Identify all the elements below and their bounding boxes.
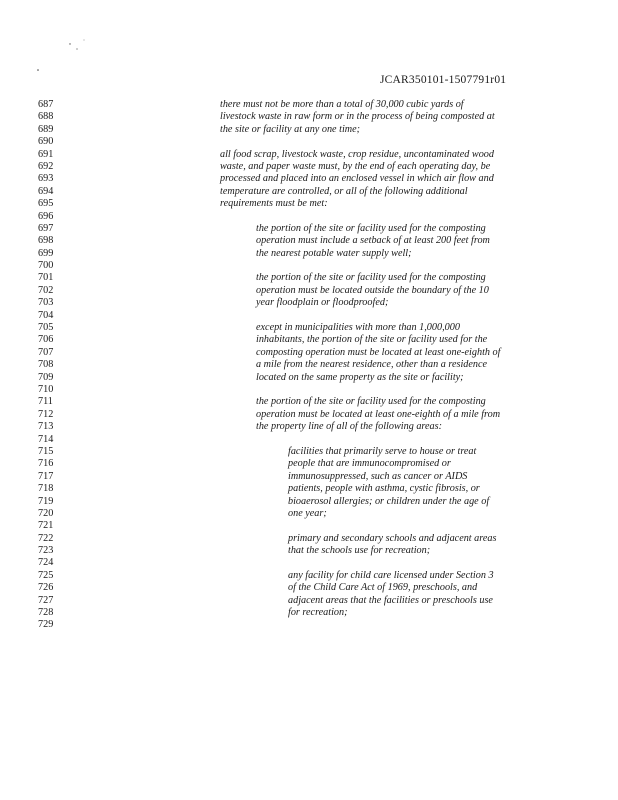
line-number: 689 <box>38 123 54 135</box>
line-text: the portion of the site or facility used for the composting <box>256 222 486 234</box>
line-text: operation must be located at least one-eighth of a mile from <box>256 408 501 420</box>
line-number: 708 <box>38 359 54 371</box>
line-text: there must not be more than a total of 30,000 cubic yards of <box>220 99 464 110</box>
line-number: 728 <box>38 607 54 619</box>
line-text: the nearest potable water supply well; <box>256 247 412 259</box>
numbered-text-lines <box>0 99 618 632</box>
line-text: that the schools use for recreation; <box>288 545 431 557</box>
document-line <box>0 173 618 185</box>
line-text: immunosuppressed, such as cancer or AIDS <box>288 470 468 482</box>
document-line <box>0 111 618 123</box>
document-line <box>0 272 618 284</box>
line-number: 716 <box>38 458 54 470</box>
document-line <box>0 396 618 408</box>
document-line <box>0 595 618 607</box>
document-line <box>0 124 618 136</box>
document-line <box>0 359 618 371</box>
document-line <box>0 285 618 297</box>
scan-specks <box>30 36 90 76</box>
line-text: requirements must be met: <box>220 198 328 210</box>
document-line <box>0 607 618 619</box>
line-number: 710 <box>38 383 54 395</box>
line-text: temperature are controlled, or all of the following additional <box>220 185 468 197</box>
document-line <box>0 235 618 247</box>
line-number: 724 <box>38 557 54 569</box>
line-number: 720 <box>38 507 54 519</box>
line-text: inhabitants, the portion of the site or facility used for the <box>256 334 488 346</box>
line-number: 697 <box>38 222 54 234</box>
line-number: 704 <box>38 309 54 321</box>
document-line <box>0 545 618 557</box>
document-line <box>0 446 618 458</box>
line-number: 692 <box>38 160 54 172</box>
document-line <box>0 471 618 483</box>
line-text: for recreation; <box>288 607 348 619</box>
line-text: livestock waste in raw form or in the process of being composted at <box>220 111 495 123</box>
line-text: of the Child Care Act of 1969, preschools, and <box>288 582 478 594</box>
line-text: operation must be located outside the boundary of the 10 <box>256 284 489 296</box>
line-number: 691 <box>38 148 54 160</box>
line-text: people that are immunocompromised or <box>288 458 451 470</box>
line-number: 717 <box>38 470 54 482</box>
document-line <box>0 223 618 235</box>
line-text: all food scrap, livestock waste, crop residue, uncontaminated wood <box>220 148 494 160</box>
line-text: bioaerosol allergies; or children under the age of <box>288 495 490 507</box>
document-line <box>0 149 618 161</box>
document-line <box>0 248 618 260</box>
line-number: 695 <box>38 198 54 210</box>
document-line <box>0 161 618 173</box>
document-line <box>0 570 618 582</box>
line-number: 719 <box>38 495 54 507</box>
line-number: 706 <box>38 334 54 346</box>
line-number: 690 <box>38 136 54 148</box>
line-number: 705 <box>38 322 54 334</box>
line-number: 703 <box>38 297 54 309</box>
line-number: 726 <box>38 582 54 594</box>
line-text: the portion of the site or facility used for the composting <box>256 396 486 408</box>
document-line <box>0 409 618 421</box>
line-number: 702 <box>38 284 54 296</box>
document-line <box>0 372 618 384</box>
document-line <box>0 260 618 272</box>
line-number: 701 <box>38 272 54 284</box>
line-text: a mile from the nearest residence, other than a residence <box>256 359 488 371</box>
document-line <box>0 99 618 111</box>
line-text: except in municipalities with more than 1,000,000 <box>256 322 460 334</box>
document-line <box>0 496 618 508</box>
document-line <box>0 198 618 210</box>
line-number: 693 <box>38 173 54 185</box>
line-number: 713 <box>38 421 54 433</box>
line-number: 688 <box>38 111 54 123</box>
line-text: the property line of all of the following areas: <box>256 421 442 433</box>
document-line <box>0 421 618 433</box>
line-number: 696 <box>38 210 54 222</box>
line-text: one year; <box>288 507 327 519</box>
line-number: 714 <box>38 433 54 445</box>
document-line <box>0 186 618 198</box>
document-line <box>0 136 618 148</box>
document-line <box>0 533 618 545</box>
document-line <box>0 211 618 223</box>
document-line <box>0 297 618 309</box>
line-number: 727 <box>38 594 54 606</box>
document-line <box>0 322 618 334</box>
document-line <box>0 619 618 631</box>
line-number: 711 <box>38 396 53 408</box>
line-text: facilities that primarily serve to house or treat <box>288 445 477 457</box>
document-line <box>0 508 618 520</box>
line-number: 715 <box>38 445 54 457</box>
line-number: 712 <box>38 408 54 420</box>
document-line <box>0 434 618 446</box>
line-number: 721 <box>38 520 54 532</box>
line-number: 722 <box>38 532 54 544</box>
line-number: 709 <box>38 371 54 383</box>
line-number: 687 <box>38 99 54 110</box>
line-text: primary and secondary schools and adjacent areas <box>288 532 497 544</box>
document-line <box>0 310 618 322</box>
line-text: adjacent areas that the facilities or preschools use <box>288 594 493 606</box>
line-number: 700 <box>38 260 54 272</box>
line-text: any facility for child care licensed under Section 3 <box>288 569 494 581</box>
line-number: 694 <box>38 185 54 197</box>
document-line <box>0 557 618 569</box>
document-line <box>0 520 618 532</box>
line-text: waste, and paper waste must, by the end of each operating day, be <box>220 160 491 172</box>
line-number: 725 <box>38 569 54 581</box>
document-id-header: JCAR350101-1507791r01 <box>380 74 507 86</box>
document-line <box>0 334 618 346</box>
line-number: 729 <box>38 619 54 631</box>
document-line <box>0 458 618 470</box>
line-text: patients, people with asthma, cystic fibrosis, or <box>288 483 480 495</box>
line-text: processed and placed into an enclosed vessel in which air flow and <box>220 173 494 185</box>
document-line <box>0 483 618 495</box>
line-text: the portion of the site or facility used for the composting <box>256 272 486 284</box>
line-text: the site or facility at any one time; <box>220 123 361 135</box>
line-text: located on the same property as the site or facility; <box>256 371 464 383</box>
document-line <box>0 384 618 396</box>
document-line <box>0 582 618 594</box>
line-number: 718 <box>38 483 54 495</box>
document-line <box>0 347 618 359</box>
line-number: 723 <box>38 545 54 557</box>
line-number: 707 <box>38 346 54 358</box>
line-text: composting operation must be located at least one-eighth of <box>256 346 501 358</box>
line-text: operation must include a setback of at least 200 feet from <box>256 235 490 247</box>
line-text: year floodplain or floodproofed; <box>256 297 389 309</box>
line-number: 699 <box>38 247 54 259</box>
line-number: 698 <box>38 235 54 247</box>
